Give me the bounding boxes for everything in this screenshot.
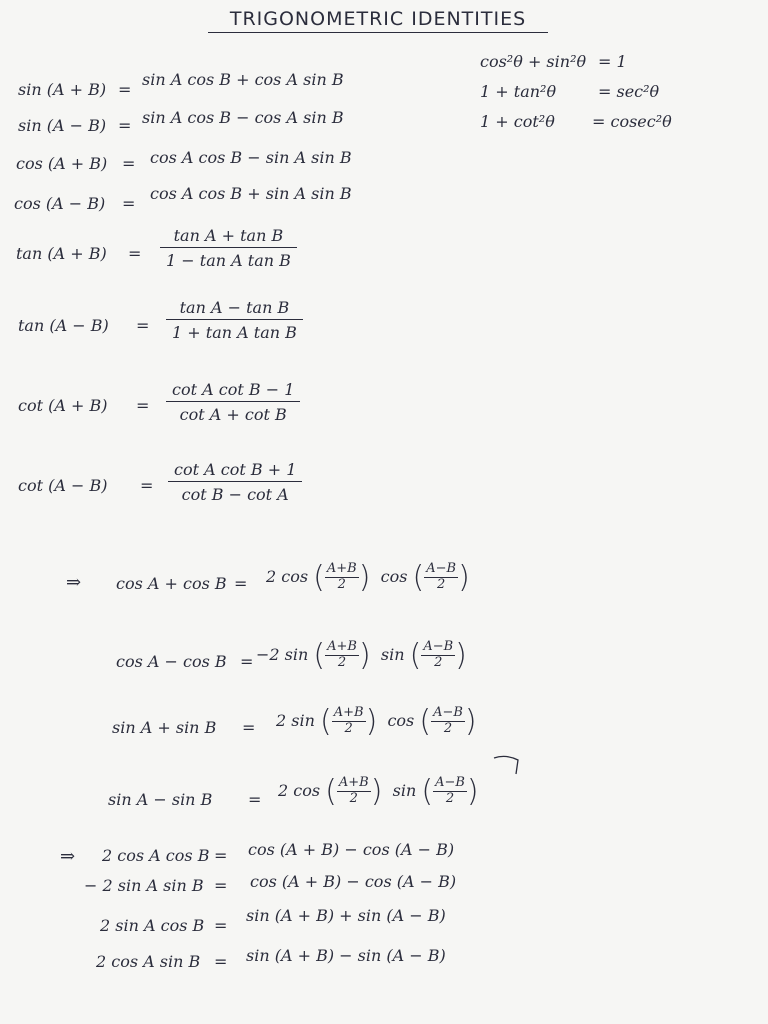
open-paren: ( [313, 638, 326, 673]
product-lhs-2: − 2 sin A sin B [84, 876, 204, 895]
identity-rhs [266, 560, 470, 595]
compound-rhs-2: sin A cos B − cos A sin B [142, 108, 344, 127]
product-rhs-4: sin (A + B) − sin (A − B) [246, 946, 446, 965]
compound-lhs-1: sin (A + B) [18, 80, 107, 99]
identity-rhs: = 1 [598, 52, 627, 71]
fraction-rhs-2 [166, 298, 303, 342]
numerator: cot A cot B + 1 [168, 460, 302, 482]
equals-sign: = [122, 154, 136, 173]
denominator: 1 + tan A tan B [172, 323, 297, 342]
fraction-rhs-4 [168, 460, 302, 504]
half-angle-fraction [421, 640, 455, 671]
fraction-denominator: 2 [337, 655, 347, 670]
product-lhs-1: 2 cos A cos B [102, 846, 210, 865]
equals-sign: = [128, 244, 142, 263]
identity-lhs: 1 + cot²θ [480, 112, 555, 131]
compound-lhs-3: cos (A + B) [16, 154, 108, 173]
fraction-lhs-3: cot (A + B) [18, 396, 108, 415]
compound-lhs-4: cos (A − B) [14, 194, 106, 213]
equals-sign: = [118, 80, 132, 99]
denominator: 1 − tan A tan B [166, 251, 291, 270]
pythagorean-identity-2 [480, 82, 660, 101]
compound-rhs-4: cos A cos B + sin A sin B [150, 184, 352, 203]
equals-sign: = [234, 574, 248, 593]
half-angle-fraction [325, 640, 359, 671]
fraction-denominator: 2 [437, 577, 446, 592]
equals-sign: = [248, 790, 262, 809]
equals-sign: = [136, 316, 150, 335]
equals-sign: = [240, 652, 254, 671]
identity-lhs: 1 + tan²θ [480, 82, 557, 101]
identity-rhs [256, 638, 467, 673]
close-paren: ) [365, 704, 378, 739]
equals-sign: = [122, 194, 136, 213]
equals-sign: = [140, 476, 154, 495]
compound-lhs-2: sin (A − B) [18, 116, 107, 135]
open-paren: ( [313, 560, 325, 595]
identity-rhs [276, 704, 477, 739]
fraction-denominator: 2 [337, 577, 346, 592]
page-title: TRIGONOMETRIC IDENTITIES [208, 8, 548, 33]
half-angle-fraction [332, 706, 366, 737]
open-paren: ( [419, 704, 432, 739]
product-rhs-1: cos (A + B) − cos (A − B) [248, 840, 455, 859]
close-paren: ) [358, 560, 371, 595]
close-paren: ) [370, 774, 383, 809]
half-angle-fraction [325, 562, 359, 593]
fraction-numerator: A−B [423, 639, 454, 655]
equals-sign: = [214, 846, 228, 865]
fraction-numerator: A−B [435, 775, 465, 791]
identity-lhs: cos A + cos B [116, 574, 227, 593]
product-rhs-2: cos (A + B) − cos (A − B) [250, 872, 457, 891]
coefficient: 2 cos [266, 567, 309, 586]
product-lhs-4: 2 cos A sin B [96, 952, 201, 971]
fraction-lhs-4: cot (A − B) [18, 476, 108, 495]
identity-rhs: = cosec²θ [592, 112, 672, 131]
fraction-denominator: 2 [344, 721, 353, 736]
fraction-denominator: 2 [349, 791, 358, 806]
fraction-denominator: 2 [445, 791, 455, 806]
fraction-rhs-1 [160, 226, 297, 270]
coefficient: 2 sin [276, 711, 315, 730]
equals-sign: = [136, 396, 150, 415]
open-paren: ( [320, 704, 332, 739]
fraction-denominator: 2 [443, 721, 453, 736]
equals-sign: = [214, 952, 228, 971]
half-angle-fraction [337, 776, 371, 807]
close-paren: ) [458, 560, 470, 595]
open-paren: ( [421, 774, 434, 809]
identity-rhs: = sec²θ [598, 82, 660, 101]
equals-sign: = [118, 116, 132, 135]
fraction-lhs-2: tan (A − B) [18, 316, 109, 335]
fraction-numerator: A+B [338, 775, 369, 791]
numerator: tan A + tan B [160, 226, 297, 248]
open-paren: ( [412, 560, 425, 595]
open-paren: ( [325, 774, 337, 809]
product-lhs-3: 2 sin A cos B [100, 916, 205, 935]
compound-rhs-1: sin A cos B + cos A sin B [142, 70, 344, 89]
function-name: cos [387, 711, 415, 730]
compound-rhs-3: cos A cos B − sin A sin B [150, 148, 352, 167]
implies-arrow: ⇒ [60, 846, 76, 867]
close-paren: ) [464, 704, 477, 739]
coefficient: −2 sin [256, 645, 309, 664]
fraction-rhs-3 [166, 380, 300, 424]
open-paren: ( [409, 638, 422, 673]
fraction-numerator: A−B [426, 561, 457, 577]
fraction-numerator: A+B [327, 639, 357, 655]
product-rhs-3: sin (A + B) + sin (A − B) [246, 906, 446, 925]
identity-lhs: cos²θ + sin²θ [480, 52, 587, 71]
equals-sign: = [214, 876, 228, 895]
fraction-numerator: A+B [333, 705, 364, 721]
half-angle-fraction [431, 706, 465, 737]
numerator: tan A − tan B [166, 298, 303, 320]
identity-lhs: cos A − cos B [116, 652, 227, 671]
equals-sign: = [214, 916, 228, 935]
pythagorean-identity-3 [480, 112, 672, 131]
denominator: cot A + cot B [179, 405, 287, 424]
check-mark-icon [492, 752, 522, 776]
equals-sign: = [242, 718, 256, 737]
pythagorean-identity-1 [480, 52, 627, 71]
fraction-numerator: A−B [433, 705, 463, 721]
identity-lhs: sin A − sin B [108, 790, 213, 809]
function-name: sin [392, 781, 417, 800]
close-paren: ) [455, 638, 467, 673]
function-name: sin [380, 645, 405, 664]
identity-lhs: sin A + sin B [112, 718, 217, 737]
function-name: cos [380, 567, 408, 586]
close-paren: ) [466, 774, 479, 809]
coefficient: 2 cos [278, 781, 321, 800]
denominator: cot B − cot A [181, 485, 289, 504]
fraction-lhs-1: tan (A + B) [16, 244, 107, 263]
identity-rhs [278, 774, 479, 809]
numerator: cot A cot B − 1 [166, 380, 300, 402]
half-angle-fraction [433, 776, 467, 807]
fraction-numerator: A+B [326, 561, 357, 577]
fraction-denominator: 2 [434, 655, 443, 670]
half-angle-fraction [424, 562, 458, 593]
close-paren: ) [358, 638, 371, 673]
implies-arrow: ⇒ [66, 572, 82, 593]
